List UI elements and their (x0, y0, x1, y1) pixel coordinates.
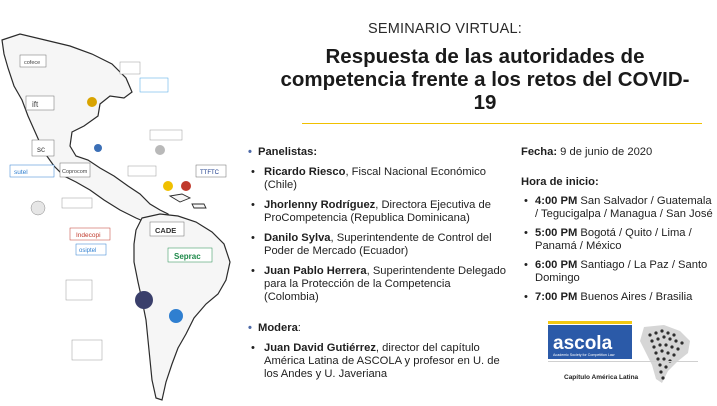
ascola-logo (540, 321, 706, 391)
logo-seprac (168, 248, 212, 262)
moderator-list (248, 342, 506, 381)
caribbean-islands (170, 194, 206, 208)
svg-text:Seprac: Seprac (174, 252, 201, 261)
logo-sutel (10, 165, 54, 177)
panelists-heading: • Panelistas: (248, 146, 318, 158)
moderator-heading: • Modera: (248, 322, 301, 334)
svg-text:ift: ift (32, 100, 39, 109)
logo-cade (150, 222, 184, 236)
event-date: Fecha: 9 de junio de 2020 (521, 146, 653, 158)
list-item: • Juan Pablo Herrera, Superintendente Delegado para la Protección de la Competencia (Colombia) (248, 265, 506, 304)
bullet-icon: • (248, 146, 252, 158)
list-item: • Jhorlenny Rodríguez, Directora Ejecutiva de ProCompetencia (Republica Dominicana) (248, 199, 506, 225)
list-item: • 7:00 PM Buenos Aires / Brasilia (521, 291, 713, 304)
start-time-heading: Hora de inicio: (521, 176, 599, 188)
list-item: • Ricardo Riesco, Fiscal Nacional Económico (Chile) (248, 166, 506, 192)
list-item: • 4:00 PM San Salvador / Guatemala / Tegucigalpa / Managua / San José (521, 195, 713, 221)
logo-sc (32, 140, 54, 156)
logo-ttftc (196, 165, 226, 177)
logo-osiptel (76, 244, 106, 255)
logo-coprocom (60, 163, 90, 177)
svg-text:cofece: cofece (24, 60, 41, 66)
svg-text:TTFTC: TTFTC (200, 170, 219, 176)
seminar-kicker: SEMINARIO VIRTUAL: (368, 21, 523, 37)
svg-text:Coprocom: Coprocom (62, 169, 88, 175)
svg-text:CADE: CADE (155, 226, 177, 235)
list-item: • Danilo Sylva, Superintendente de Control del Poder de Mercado (Ecuador) (248, 232, 506, 258)
list-item: • 6:00 PM Santiago / La Paz / Santo Domingo (521, 259, 713, 285)
speakers-column (248, 146, 506, 388)
svg-text:osiptel: osiptel (79, 248, 97, 254)
title-divider (302, 123, 702, 124)
list-item: • Juan David Gutiérrez, director del capítulo América Latina de ASCOLA y profesor en U. de los Andes y U. Javeriana (248, 342, 506, 381)
svg-text:Indecopi: Indecopi (76, 232, 101, 239)
start-times-list (521, 195, 713, 304)
svg-text:sutel: sutel (14, 169, 28, 176)
title-line-1: Respuesta de las autoridades de (325, 45, 645, 68)
title-line-2: competencia frente a los retos del COVID-19 (280, 68, 690, 114)
logo-ift (26, 96, 54, 110)
bullet-icon: • (248, 322, 252, 334)
logo-indecopi (70, 228, 110, 240)
page-title (270, 45, 700, 114)
americas-map (0, 0, 235, 406)
ascola-chapter: Capítulo América Latina (564, 374, 639, 381)
ascola-wordmark: ascola (553, 333, 613, 354)
ascola-tagline: Academic Society for Competition Law (553, 353, 615, 357)
list-item: • 5:00 PM Bogotá / Quito / Lima / Panamá / México (521, 227, 713, 253)
schedule-column (521, 146, 713, 310)
svg-text:sc: sc (37, 145, 45, 154)
panelists-list (248, 166, 506, 304)
logo-cofece (20, 55, 46, 67)
